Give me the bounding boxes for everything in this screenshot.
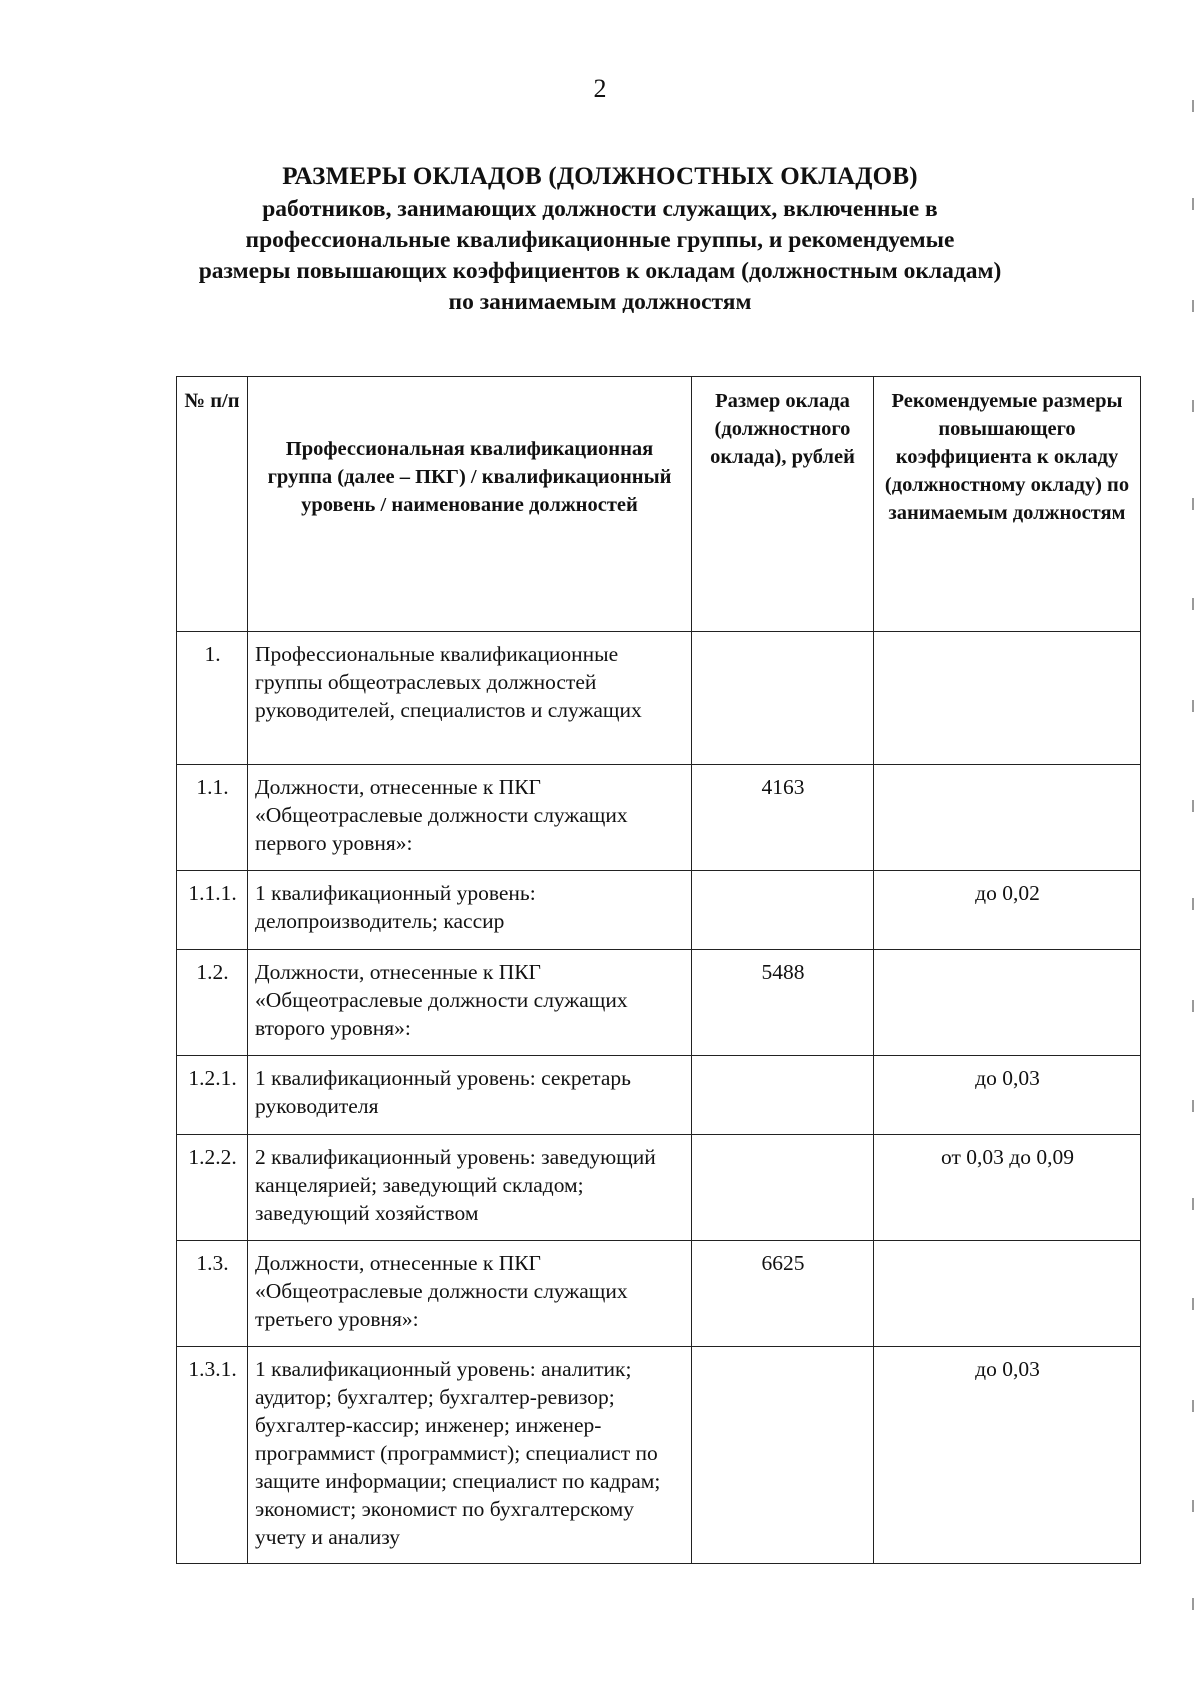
row-salary: 6625	[692, 1241, 874, 1347]
row-name: Должности, отнесенные к ПКГ «Общеотраслевые должности служащих третьего уровня»:	[248, 1241, 692, 1347]
scan-mark	[1192, 400, 1194, 412]
table-row	[177, 950, 1141, 1056]
table-row	[177, 765, 1141, 871]
scan-mark	[1192, 1500, 1194, 1512]
row-num: 1.2.2.	[177, 1135, 248, 1241]
row-salary	[692, 871, 874, 950]
row-num: 1.2.	[177, 950, 248, 1056]
scan-mark	[1192, 1400, 1194, 1412]
scan-mark	[1192, 300, 1194, 312]
row-name: 1 квалификационный уровень: секретарь руководителя	[248, 1056, 692, 1135]
scan-mark	[1192, 100, 1194, 112]
scan-mark	[1192, 1198, 1194, 1210]
header-name-label: Профессиональная квалификационная группа (далее – ПКГ) / квалификационный уровень / наименование должностей	[267, 438, 672, 516]
row-name: Профессиональные квалификационные группы общеотраслевых должностей руководителей, специалистов и служащих	[248, 632, 692, 765]
row-name: 1 квалификационный уровень: делопроизводитель; кассир	[248, 871, 692, 950]
row-name: Должности, отнесенные к ПКГ «Общеотраслевые должности служащих первого уровня»:	[248, 765, 692, 871]
heading-line: размеры повышающих коэффициентов к окладам (должностным окладам)	[198, 258, 1002, 284]
scan-mark	[1192, 1100, 1194, 1112]
row-salary	[692, 1135, 874, 1241]
table-row	[177, 1135, 1141, 1241]
scan-mark	[1192, 498, 1194, 510]
table-row	[177, 1347, 1141, 1564]
table-header-row	[177, 377, 1141, 632]
header-coef	[874, 377, 1141, 632]
row-coef: до 0,02	[874, 871, 1141, 950]
table-row	[177, 1056, 1141, 1135]
page-number: 2	[593, 74, 607, 103]
row-salary	[692, 1056, 874, 1135]
header-salary	[692, 377, 874, 632]
row-num: 1.1.	[177, 765, 248, 871]
row-coef	[874, 765, 1141, 871]
heading-line: профессиональные квалификационные группы, и рекомендуемые	[245, 227, 955, 253]
row-num: 1.3.1.	[177, 1347, 248, 1564]
heading-line: работников, занимающих должности служащих, включенные в	[262, 196, 938, 222]
table-row	[177, 1241, 1141, 1347]
document-heading	[130, 160, 1070, 318]
heading-line: по занимаемым должностям	[448, 289, 752, 315]
row-num: 1.1.1.	[177, 871, 248, 950]
row-name: 2 квалификационный уровень: заведующий канцелярией; заведующий складом; заведующий хозяйством	[248, 1135, 692, 1241]
row-coef: от 0,03 до 0,09	[874, 1135, 1141, 1241]
row-salary: 4163	[692, 765, 874, 871]
header-num	[177, 377, 248, 632]
row-salary	[692, 632, 874, 765]
row-coef: до 0,03	[874, 1056, 1141, 1135]
scan-mark	[1192, 898, 1194, 910]
table-row	[177, 871, 1141, 950]
row-salary: 5488	[692, 950, 874, 1056]
row-coef	[874, 950, 1141, 1056]
scan-mark	[1192, 198, 1194, 210]
scan-mark	[1192, 700, 1194, 712]
row-coef	[874, 632, 1141, 765]
scan-mark	[1192, 1000, 1194, 1012]
scan-mark	[1192, 800, 1194, 812]
row-salary	[692, 1347, 874, 1564]
header-name	[248, 377, 692, 632]
row-num: 1.	[177, 632, 248, 765]
salary-table	[176, 376, 1141, 1564]
header-salary-label: Размер оклада (должностного оклада), рублей	[710, 390, 855, 468]
scan-mark	[1192, 1298, 1194, 1310]
scan-mark	[1192, 598, 1194, 610]
table-row	[177, 632, 1141, 765]
row-coef	[874, 1241, 1141, 1347]
header-num-label: № п/п	[184, 390, 240, 412]
header-coef-label: Рекомендуемые размеры повышающего коэффициента к окладу (должностному окладу) по занимаемым должностям	[884, 390, 1130, 524]
row-name: 1 квалификационный уровень: аналитик; аудитор; бухгалтер; бухгалтер-ревизор; бухгалтер-кассир; инженер; инженер-программист (программист); специалист по защите информации; специалист по кадрам; экономист; экономист по бухгалтерскому учету и анализу	[248, 1347, 692, 1564]
scan-mark	[1192, 1598, 1194, 1610]
row-num: 1.2.1.	[177, 1056, 248, 1135]
row-name: Должности, отнесенные к ПКГ «Общеотраслевые должности служащих второго уровня»:	[248, 950, 692, 1056]
row-coef: до 0,03	[874, 1347, 1141, 1564]
row-num: 1.3.	[177, 1241, 248, 1347]
heading-title: РАЗМЕРЫ ОКЛАДОВ (ДОЛЖНОСТНЫХ ОКЛАДОВ)	[282, 163, 918, 190]
